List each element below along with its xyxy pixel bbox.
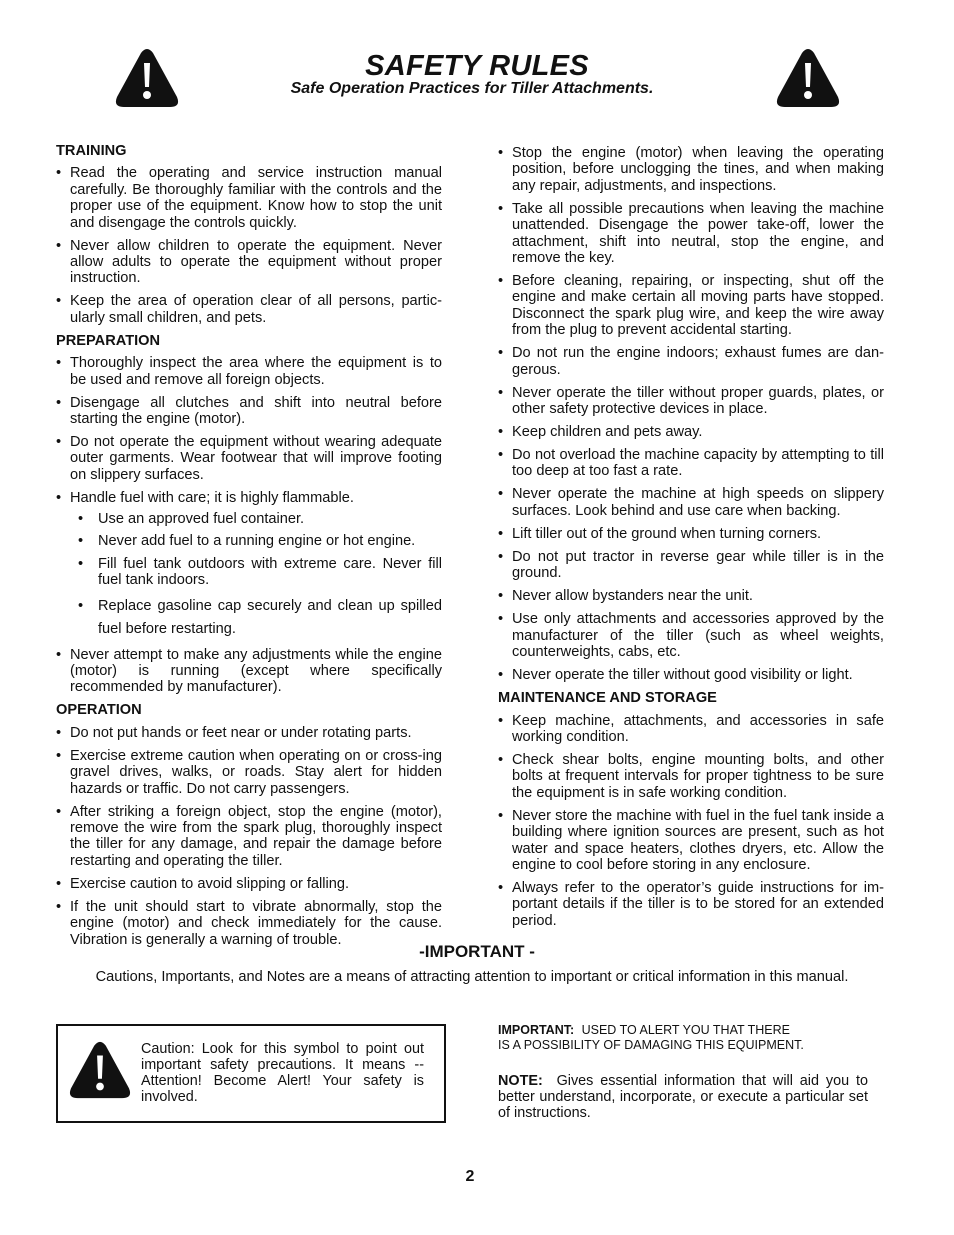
list-item: • Stop the engine (motor) when leaving the operating position, before unclogging the tines, and when making any repair, adjustments, and inspections. — [498, 145, 884, 194]
warning-triangle-icon — [68, 1040, 132, 1100]
list-item: • Thoroughly inspect the area where the equipment is to be used and remove all foreign objects. — [56, 355, 442, 388]
note-label: NOTE: — [498, 1073, 543, 1089]
list-item: • Never allow bystanders near the unit. — [498, 588, 884, 604]
list-item: • Take all possible precautions when leaving the machine unattended. Disengage the power take-off, lower the attachment, shift into neutral, stop the engine, and remove the key. — [498, 201, 884, 267]
list-item: • If the unit should start to vibrate abnormally, stop the engine (motor) and check immediately for the cause. Vibration is generally a warning of trouble. — [56, 899, 442, 948]
list-item: • Exercise caution to avoid slipping or falling. — [56, 876, 442, 892]
sub-list-item: • Never add fuel to a running engine or hot engine. — [56, 533, 442, 549]
note-block — [498, 1073, 868, 1121]
list-item: • Never allow children to operate the equipment. Never allow adults to operate the equipment without proper instruction. — [56, 238, 442, 287]
list-item: • Before cleaning, repairing, or inspecting, shut off the engine and make certain all moving parts have stopped. Disconnect the spark plug wire, and keep the wire away from the plug to prevent accidental starting. — [498, 273, 884, 339]
list-item: • Exercise extreme caution when operating on or cross-ing gravel drives, walks, or roads. Stay alert for hidden hazards or traffic. Do not carry passengers. — [56, 748, 442, 797]
list-item: • After striking a foreign object, stop the engine (motor), remove the wire from the spark plug, thoroughly inspect the tiller for any damage, and repair the damage before restarting and operating the tiller. — [56, 804, 442, 870]
right-column — [498, 145, 884, 936]
preparation-list — [56, 355, 442, 506]
fuel-sublist — [56, 511, 442, 641]
section-heading-maintenance: MAINTENANCE AND STORAGE — [498, 690, 717, 707]
list-item: • Keep children and pets away. — [498, 424, 884, 440]
sub-list-item: • Fill fuel tank outdoors with extreme care. Never fill fuel tank indoors. — [56, 556, 442, 589]
page-subtitle: Safe Operation Practices for Tiller Attachments. — [290, 80, 654, 97]
list-item: • Disengage all clutches and shift into neutral before starting the engine (motor). — [56, 395, 442, 428]
sub-list-item: • Use an approved fuel container. — [56, 511, 442, 527]
page-number: 2 — [465, 1168, 475, 1185]
list-item: • Handle fuel with care; it is highly flammable. — [56, 490, 442, 506]
list-item: • Never operate the tiller without proper guards, plates, or other safety protective devices in place. — [498, 385, 884, 418]
list-item: • Do not put tractor in reverse gear while tiller is in the ground. — [498, 549, 884, 582]
list-item: • Do not put hands or feet near or under rotating parts. — [56, 725, 442, 741]
important-note-line1: USED TO ALERT YOU THAT THERE — [581, 1023, 791, 1037]
list-item: • Read the operating and service instruction manual carefully. Be thoroughly familiar with the controls and the proper use of the equipment. Know how to stop the unit and disengage the controls quickly. — [56, 165, 442, 231]
list-item: • Check shear bolts, engine mounting bolts, and other bolts at frequent intervals for proper tightness to be sure the equipment is in safe working condition. — [498, 752, 884, 801]
list-item: • Never operate the tiller without good visibility or light. — [498, 667, 884, 683]
important-note-line2: IS A POSSIBILITY OF DAMAGING THIS EQUIPMENT. — [498, 1037, 804, 1052]
operation-list-cont — [498, 145, 884, 684]
preparation-list-cont — [56, 647, 442, 696]
list-item: • Never attempt to make any adjustments while the engine (motor) is running (except where specifically recommended by manufacturer). — [56, 647, 442, 696]
important-note — [498, 1022, 898, 1053]
caution-text: Caution: Look for this symbol to point out important safety precautions. It means -- Attention! Become Alert! Your safety is involved. — [141, 1041, 424, 1105]
list-item: • Lift tiller out of the ground when turning corners. — [498, 526, 884, 542]
important-note-label: IMPORTANT: — [498, 1023, 575, 1037]
training-list — [56, 165, 442, 326]
important-text: Cautions, Importants, and Notes are a means of attracting attention to important or critical information in this manual. — [95, 969, 849, 985]
list-item: • Never store the machine with fuel in the fuel tank inside a building where ignition sources are present, such as hot water and space heaters, clothes dryers, etc. Allow the engine to cool before storing in any enclosure. — [498, 808, 884, 874]
section-heading-operation: OPERATION — [56, 702, 142, 719]
list-item: • Keep the area of operation clear of all persons, partic-ularly small children, and pets. — [56, 293, 442, 326]
list-item: • Do not run the engine indoors; exhaust fumes are dan-gerous. — [498, 345, 884, 378]
list-item: • Keep machine, attachments, and accessories in safe working condition. — [498, 713, 884, 746]
important-heading: -IMPORTANT - — [419, 942, 535, 961]
sub-list-item: • Replace gasoline cap securely and clean up spilled fuel before restarting. — [56, 595, 442, 641]
page-title: SAFETY RULES — [365, 50, 589, 82]
list-item: • Always refer to the operator’s guide instructions for im-portant details if the tiller is to be stored for an extended period. — [498, 880, 884, 929]
maintenance-list — [498, 713, 884, 930]
list-item: • Do not overload the machine capacity by attempting to till too deep at too fast a rate. — [498, 447, 884, 480]
section-heading-preparation: PREPARATION — [56, 332, 161, 349]
list-item: • Use only attachments and accessories approved by the manufacturer of the tiller (such as wheel weights, counterweights, cabs, etc. — [498, 611, 884, 660]
left-column — [56, 143, 442, 955]
list-item: • Never operate the machine at high speeds on slippery surfaces. Look behind and use care when backing. — [498, 486, 884, 519]
list-item: • Do not operate the equipment without wearing adequate outer garments. Wear footwear that will improve footing on slippery surfaces. — [56, 434, 442, 483]
note-text: Gives essential information that will aid you to better understand, incorporate, or execute a particular set of instructions. — [498, 1073, 868, 1121]
caution-box — [56, 1024, 446, 1123]
operation-list — [56, 725, 442, 948]
section-heading-training: TRAINING — [56, 143, 127, 159]
